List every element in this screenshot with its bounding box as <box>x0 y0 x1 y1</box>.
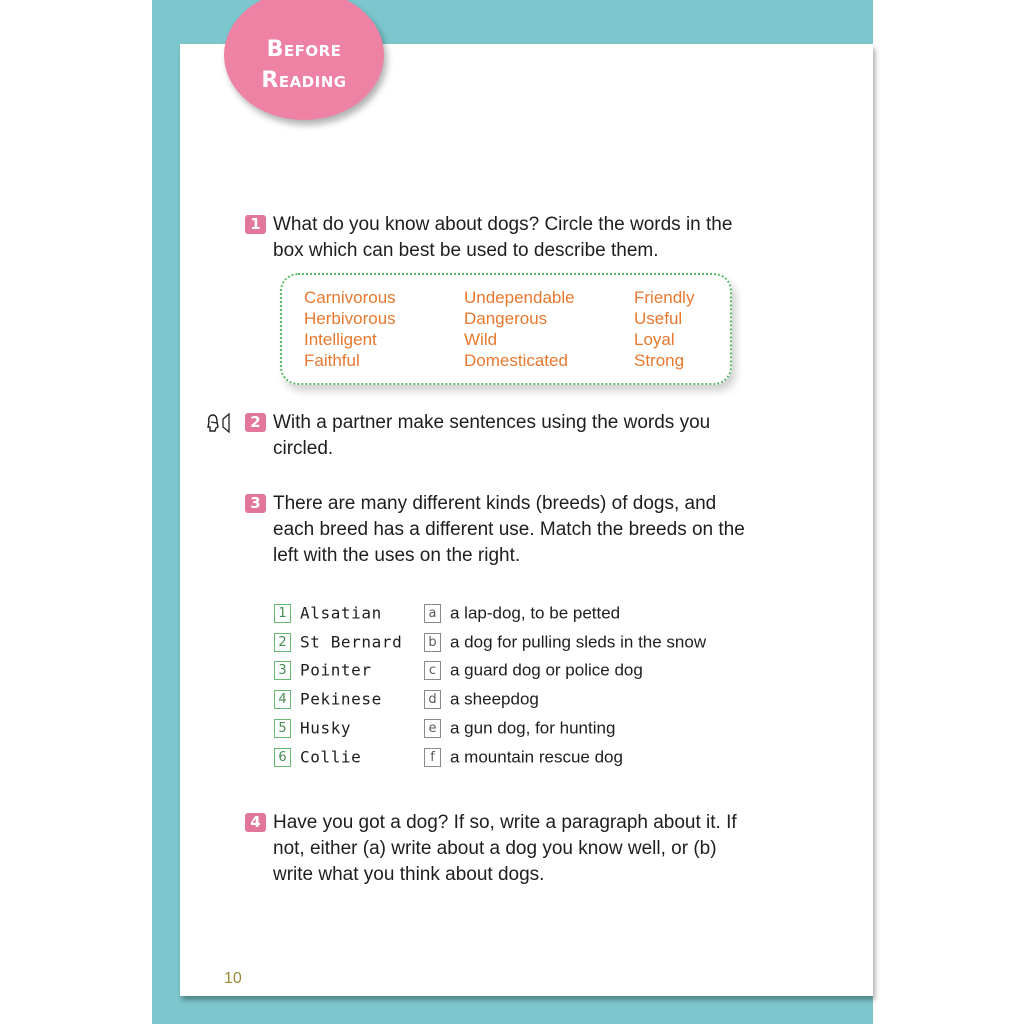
breed-name: Alsatian <box>300 603 382 623</box>
question-number-3: 3 <box>245 494 266 513</box>
breed-name: Collie <box>300 747 362 767</box>
question-2-line-1: With a partner make sentences using the words you <box>273 412 711 433</box>
use-item <box>424 744 623 770</box>
use-text: a dog for pulling sleds in the snow <box>450 632 707 652</box>
word[interactable]: Friendly <box>634 288 695 307</box>
breed-item <box>274 657 372 683</box>
question-3-line-2: each breed has a different use. Match the breeds on the <box>273 519 745 540</box>
word[interactable]: Loyal <box>634 330 675 349</box>
use-text: a mountain rescue dog <box>450 747 623 767</box>
use-letter-box: b <box>424 633 441 652</box>
breed-item <box>274 600 382 626</box>
question-number-1: 1 <box>245 215 266 234</box>
question-number-4: 4 <box>245 813 266 832</box>
speaking-icon <box>205 410 235 436</box>
use-item <box>424 600 620 626</box>
use-item <box>424 629 706 655</box>
breed-number-box: 3 <box>274 661 291 680</box>
breed-name: Pekinese <box>300 689 382 709</box>
badge-line-2: Reading <box>261 68 347 93</box>
breed-item <box>274 715 351 741</box>
use-letter-box: c <box>424 661 441 680</box>
use-item <box>424 686 539 712</box>
breed-item <box>274 686 382 712</box>
question-number-2: 2 <box>245 413 266 432</box>
word[interactable]: Herbivorous <box>304 309 396 328</box>
badge-line-1: Before <box>266 37 342 62</box>
page-number: 10 <box>224 970 242 987</box>
question-2-line-2: circled. <box>273 438 334 459</box>
question-4-line-2: not, either (a) write about a dog you know well, or (b) <box>273 838 717 859</box>
breed-number-box: 6 <box>274 748 291 767</box>
breed-item <box>274 629 402 655</box>
use-item <box>424 657 643 683</box>
word[interactable]: Dangerous <box>464 309 548 328</box>
question-1 <box>245 212 753 264</box>
question-3-line-3: left with the uses on the right. <box>273 545 521 566</box>
use-letter-box: e <box>424 719 441 738</box>
breed-number-box: 5 <box>274 719 291 738</box>
question-1-line-1: What do you know about dogs? Circle the words in the <box>273 214 733 235</box>
question-4-line-1: Have you got a dog? If so, write a paragraph about it. If <box>273 812 737 833</box>
use-text: a sheepdog <box>450 689 539 709</box>
breed-number-box: 4 <box>274 690 291 709</box>
breed-name: St Bernard <box>300 632 403 652</box>
use-text: a guard dog or police dog <box>450 660 643 680</box>
use-letter-box: d <box>424 690 441 709</box>
word[interactable]: Intelligent <box>304 330 377 349</box>
breed-item <box>274 744 361 770</box>
word[interactable]: Undependable <box>464 288 575 307</box>
question-3 <box>245 491 753 569</box>
breed-name: Husky <box>300 718 352 738</box>
breed-number-box: 1 <box>274 604 291 623</box>
word[interactable]: Strong <box>634 351 685 370</box>
use-text: a lap-dog, to be petted <box>450 603 621 623</box>
word[interactable]: Carnivorous <box>304 288 396 307</box>
question-3-line-1: There are many different kinds (breeds) of dogs, and <box>273 493 717 514</box>
word[interactable]: Wild <box>464 330 498 349</box>
question-1-line-2: box which can best be used to describe them. <box>273 240 659 261</box>
breed-number-box: 2 <box>274 633 291 652</box>
word[interactable]: Useful <box>634 309 683 328</box>
use-text: a gun dog, for hunting <box>450 718 616 738</box>
use-item <box>424 715 615 741</box>
breed-name: Pointer <box>300 660 372 680</box>
question-4 <box>245 810 753 888</box>
word[interactable]: Domesticated <box>464 351 568 370</box>
use-letter-box: a <box>424 604 441 623</box>
question-4-line-3: write what you think about dogs. <box>273 864 545 885</box>
question-2 <box>245 410 753 462</box>
word[interactable]: Faithful <box>304 351 360 370</box>
use-letter-box: f <box>424 748 441 767</box>
